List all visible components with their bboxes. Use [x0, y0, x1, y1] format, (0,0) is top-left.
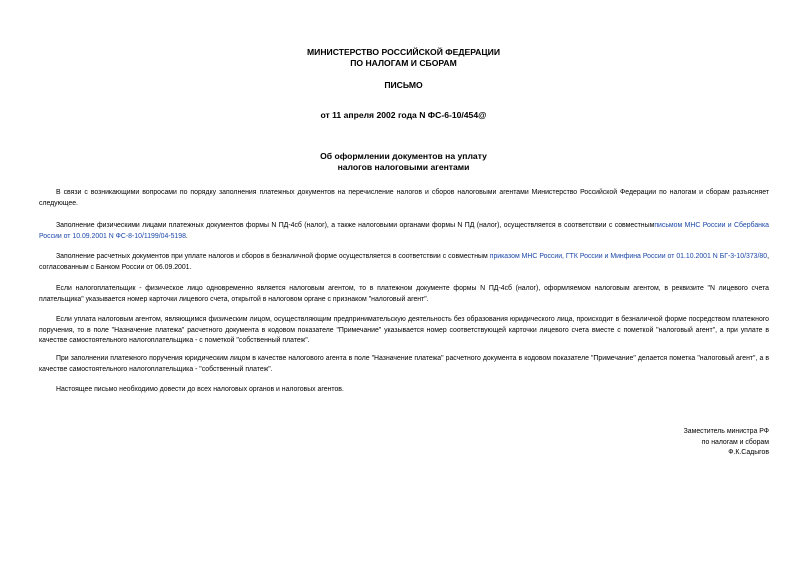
- paragraph-6: При заполнении платежного поручения юридическим лицом в качестве налогового агента в поле "Назначение платежа" расчетного документа в кодовом показателе "Примечание" делается пометка "налоговый агент", а в качестве самостоятельного налогоплательщика - "собственный платеж".: [39, 355, 769, 373]
- paragraph-3-text: Заполнение расчетных документов при уплате налогов и сборов в безналичной форме осуществляется в соответствии с совместным: [56, 253, 490, 260]
- ministry-line-2: ПО НАЛОГАМ И СБОРАМ: [350, 58, 457, 68]
- order-mns-gtk-minfin-link[interactable]: приказом МНС России, ГТК России и Минфина России от 01.10.2001 N БГ-3-10/373/80: [489, 253, 768, 260]
- paragraph-3: [39, 252, 769, 273]
- document-type: ПИСЬМО: [384, 80, 423, 90]
- title-line-1: Об оформлении документов на уплату: [320, 151, 487, 161]
- signature-block: [684, 427, 769, 459]
- ministry-name: [0, 47, 807, 69]
- paragraph-3-end: , согласованным с Банком России от 06.09.2001.: [39, 253, 769, 271]
- paragraph-2: [39, 221, 769, 242]
- paragraph-2-text: Заполнение физическими лицами платежных документов формы N ПД-4сб (налог), а также налоговыми органами формы N ПД (налог), осуществляется в соответствии с совместным: [56, 222, 655, 229]
- ministry-line-1: МИНИСТЕРСТВО РОССИЙСКОЙ ФЕДЕРАЦИИ: [306, 47, 501, 57]
- signature-department: по налогам и сборам: [701, 438, 769, 446]
- paragraph-5: Если уплата налоговым агентом, являющимся физическим лицом, осуществляющим предпринимательскую деятельность без образования юридического лица, происходит в безналичной форме посредством платежного поручения, то в поле "Назначение платежа" расчетного документа в кодовом показателе "Примечание" указывается номер соответствующей карточки лицевого счета вместе с пометкой "налоговый агент", а при уплате в качестве самостоятельного налогоплательщика - с пометкой "собственный платеж".: [39, 316, 769, 344]
- signature-name: Ф.К.Садыгов: [728, 449, 769, 456]
- paragraph-4: Если налогоплательщик - физическое лицо одновременно является налоговым агентом, то в платежном документе формы N ПД-4сб (налог), оформляемом налоговым агентом, в реквизите "N лицевого счета плательщика" указывается номер карточки лицевого счета, открытой в налоговом органе с признаком "налоговый агент".: [39, 285, 769, 303]
- letter-mns-sberbank-link[interactable]: письмом МНС России и Сбербанка России от 10.09.2001 N ФС-8-10/1199/04-5198: [39, 222, 769, 240]
- title-line-2: налогов налоговыми агентами: [337, 162, 470, 172]
- document-title: [0, 151, 807, 173]
- document-date-number: от 11 апреля 2002 года N ФС-6-10/454@: [320, 110, 487, 120]
- signature-position: Заместитель министра РФ: [683, 428, 769, 435]
- paragraph-7: Настоящее письмо необходимо довести до всех налоговых органов и налоговых агентов.: [56, 386, 344, 393]
- paragraph-2-end: .: [185, 232, 188, 240]
- paragraph-1: В связи с возникающими вопросами по порядку заполнения платежных документов на перечисление налогов и сборов налоговыми агентами Министерство Российской Федерации по налогам и сборам разъясняет следующее.: [39, 189, 769, 207]
